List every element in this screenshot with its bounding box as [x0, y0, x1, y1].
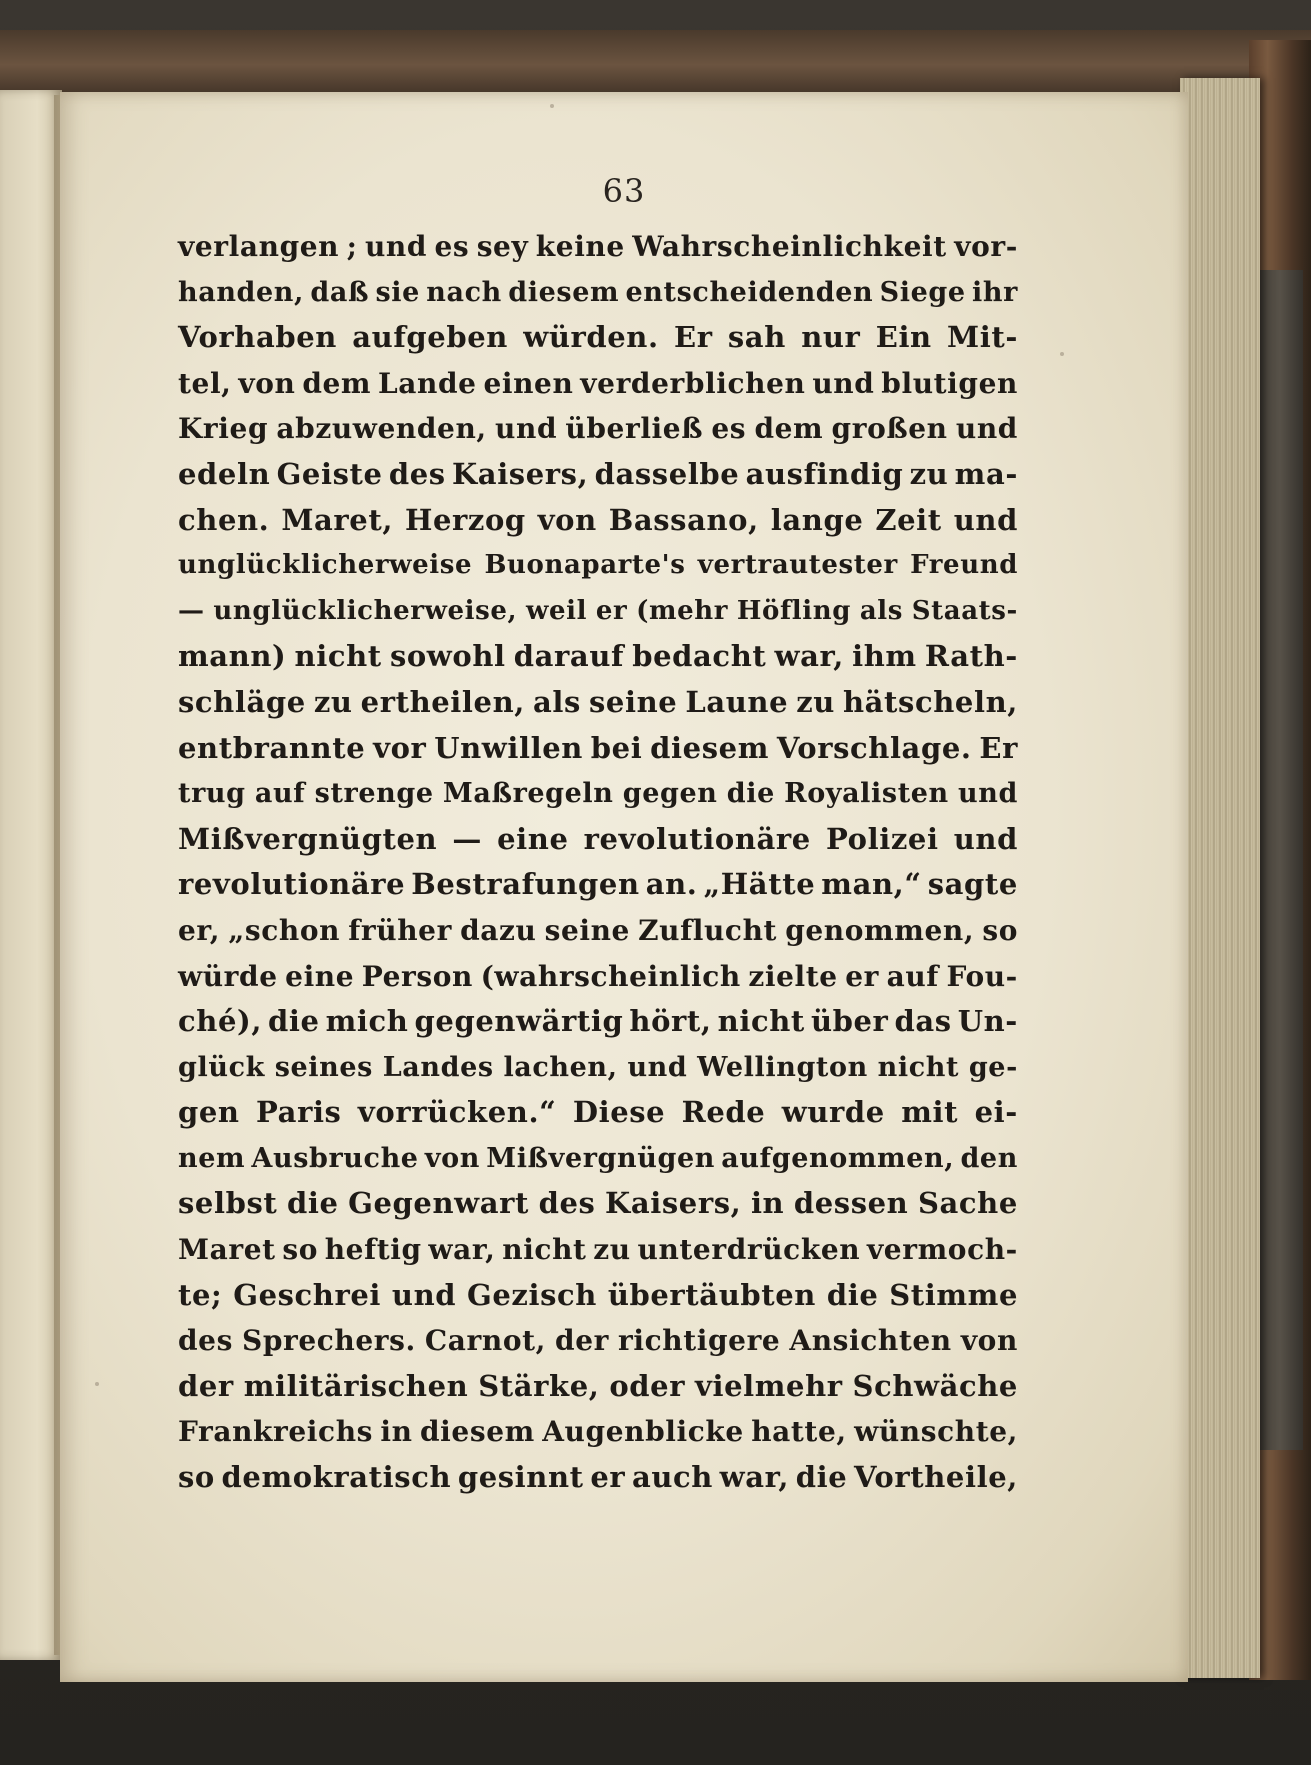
word: und: [627, 1051, 688, 1083]
word: zu: [909, 456, 949, 491]
word: die: [726, 778, 775, 810]
word: von: [960, 1324, 1018, 1358]
word: er: [845, 959, 880, 993]
text-line: [178, 1318, 1018, 1364]
word: —: [452, 821, 482, 856]
word: war,: [428, 1233, 496, 1267]
word: ma-: [954, 456, 1018, 491]
word: entscheidenden: [625, 276, 874, 308]
word: nur: [801, 320, 861, 355]
word: und: [495, 412, 558, 446]
word: vermoch-: [866, 1233, 1018, 1267]
word: des: [388, 456, 446, 491]
word: der: [555, 1324, 609, 1358]
text-line: [178, 862, 1018, 908]
word: zielte: [748, 959, 838, 993]
word: von: [537, 502, 597, 537]
word: daß: [310, 276, 370, 308]
word: Zuflucht: [638, 913, 778, 947]
word: Frankreichs: [178, 1415, 374, 1449]
word: Ausbruche: [251, 1142, 419, 1174]
word: Un-: [957, 1004, 1018, 1039]
word: Geschrei: [233, 1277, 382, 1312]
word: darauf: [513, 639, 625, 674]
word: Fou-: [946, 959, 1018, 993]
paper-speck: [1060, 352, 1064, 356]
word: nach: [426, 276, 502, 308]
word: früher: [348, 913, 452, 947]
word: einen: [483, 366, 574, 400]
word: Herzog: [404, 502, 526, 537]
word: Buonaparte's: [484, 550, 686, 581]
word: „schon: [228, 913, 341, 947]
text-line: [178, 498, 1018, 544]
word: Sache: [917, 1186, 1018, 1221]
word: von: [238, 366, 296, 400]
word: Geiste: [276, 456, 383, 491]
word: blutigen: [881, 366, 1018, 400]
word: gegen: [622, 778, 718, 810]
word: Bassano,: [608, 502, 759, 537]
word: abzuwenden,: [276, 412, 487, 446]
word: weil: [525, 595, 588, 626]
word: keine: [535, 230, 625, 263]
word: edeln: [178, 456, 271, 491]
text-line: [178, 634, 1018, 680]
text-line: [178, 361, 1018, 407]
text-line: [178, 315, 1018, 361]
word: Landes: [382, 1051, 494, 1083]
word: unterdrücken: [637, 1233, 861, 1267]
word: die: [826, 1277, 879, 1312]
word: des: [178, 1324, 233, 1358]
word: so: [282, 1233, 318, 1267]
word: Staats-: [911, 595, 1018, 626]
paper-speck: [550, 104, 554, 108]
word: Laune: [685, 684, 789, 719]
word: Bestrafungen: [411, 867, 640, 902]
word: man,“: [821, 867, 922, 902]
word: Er: [979, 730, 1018, 765]
word: revolutionäre: [178, 867, 406, 902]
word: zu: [593, 1233, 631, 1267]
word: diesem: [420, 1415, 535, 1449]
word: sey: [476, 230, 529, 263]
word: Er: [673, 320, 713, 355]
book-cover-top: [0, 30, 1311, 100]
word: vor: [373, 730, 427, 765]
word: es: [711, 412, 747, 446]
word: zu: [796, 684, 835, 719]
word: Krieg: [178, 412, 269, 446]
word: über: [810, 1004, 889, 1039]
word: oder: [609, 1368, 686, 1403]
word: war,: [719, 1460, 790, 1495]
word: und: [391, 1277, 457, 1312]
word: bedacht: [632, 639, 767, 674]
word: dem: [302, 366, 372, 400]
page-text-block: [178, 224, 1018, 1501]
text-line: [178, 270, 1018, 316]
word: Gezisch: [466, 1277, 597, 1312]
text-line: [178, 224, 1018, 270]
word: tel,: [178, 366, 232, 400]
word: Stärke,: [478, 1368, 600, 1403]
word: auch: [631, 1460, 713, 1495]
page-number: 63: [602, 172, 646, 210]
word: dessen: [793, 1186, 909, 1221]
word: ge-: [968, 1051, 1018, 1083]
word: gegenwärtig: [414, 1004, 624, 1039]
word: verlangen: [178, 230, 340, 263]
word: „Hätte: [703, 867, 816, 902]
word: Gegenwart: [348, 1186, 529, 1221]
word: Maret: [178, 1233, 276, 1267]
word: und: [958, 778, 1018, 810]
text-line: [178, 452, 1018, 498]
text-line: [178, 1273, 1018, 1319]
word: Schwäche: [852, 1368, 1018, 1403]
word: Kaisers,: [452, 456, 589, 491]
word: auf: [254, 778, 306, 810]
word: unglücklicherweise,: [213, 595, 518, 626]
word: Wahrscheinlichkeit: [632, 230, 947, 263]
word: aufgeben: [352, 320, 508, 355]
word: so: [178, 1460, 215, 1495]
word: Vorhaben: [178, 320, 337, 355]
word: Sprechers.: [242, 1324, 416, 1358]
word: ausfindig: [745, 456, 904, 491]
book-page: [60, 92, 1188, 1682]
word: hätscheln,: [842, 684, 1018, 719]
word: ché),: [178, 1004, 263, 1039]
word: Polizei: [826, 821, 939, 856]
word: Siege: [879, 276, 966, 308]
text-line: [178, 1181, 1018, 1227]
word: schläge: [178, 684, 306, 719]
word: würde: [178, 959, 278, 993]
word: übertäubten: [607, 1277, 816, 1312]
word: er: [595, 595, 628, 626]
word: Royalisten: [784, 778, 949, 810]
word: heftig: [324, 1233, 422, 1267]
word: wurde: [781, 1095, 885, 1130]
word: Stimme: [889, 1277, 1018, 1312]
word: Rede: [681, 1095, 766, 1130]
text-line: [178, 1136, 1018, 1182]
word: nicht: [877, 1051, 960, 1083]
word: unglücklicherweise: [178, 550, 473, 581]
word: ihr: [972, 276, 1018, 308]
word: wünschte,: [854, 1415, 1018, 1449]
text-line: [178, 1455, 1018, 1501]
word: genommen,: [785, 913, 975, 947]
text-line: [178, 1364, 1018, 1410]
word: Zeit: [875, 502, 942, 537]
word: Augenblicke: [542, 1415, 744, 1449]
word: seines: [274, 1051, 373, 1083]
word: te;: [178, 1277, 223, 1312]
word: an.: [645, 867, 698, 902]
word: auf: [886, 959, 939, 993]
text-line: [178, 1227, 1018, 1273]
word: gen: [178, 1095, 240, 1130]
text-line: [178, 1409, 1018, 1455]
word: vor-: [954, 230, 1018, 263]
word: es: [434, 230, 470, 263]
word: sie: [375, 276, 420, 308]
text-line: [178, 589, 1018, 635]
word: zu: [313, 684, 353, 719]
word: die: [268, 1004, 320, 1039]
word: selbst: [178, 1186, 278, 1221]
word: Unwillen: [434, 730, 583, 765]
word: Lande: [378, 366, 477, 400]
word: ;: [346, 230, 358, 263]
word: das: [894, 1004, 952, 1039]
word: dazu: [460, 913, 537, 947]
text-line: [178, 406, 1018, 452]
word: würden.: [523, 320, 659, 355]
word: überließ: [565, 412, 704, 446]
word: vertrautester: [697, 550, 898, 581]
word: handen,: [178, 276, 305, 308]
word: dasselbe: [594, 456, 740, 491]
word: (wahrscheinlich: [480, 959, 741, 993]
word: und: [812, 366, 875, 400]
word: (mehr: [636, 595, 729, 626]
text-line: [178, 543, 1018, 589]
word: Maret,: [281, 502, 394, 537]
text-line: [178, 1090, 1018, 1136]
word: Ein: [875, 320, 932, 355]
word: in: [750, 1186, 785, 1221]
word: chen.: [178, 502, 270, 537]
word: Kaisers,: [605, 1186, 742, 1221]
word: ei-: [974, 1095, 1018, 1130]
text-line: [178, 771, 1018, 817]
word: mit: [901, 1095, 959, 1130]
word: eine: [285, 959, 355, 993]
text-line: [178, 1045, 1018, 1091]
word: ertheilen,: [360, 684, 525, 719]
word: und: [953, 502, 1018, 537]
word: Mißvergnügten: [178, 821, 438, 856]
word: bei: [590, 730, 643, 765]
word: nicht: [717, 1004, 805, 1039]
word: so: [982, 913, 1018, 947]
word: eine: [497, 821, 569, 856]
word: richtigere: [618, 1324, 781, 1358]
page-stack-edges: [1180, 78, 1260, 1678]
word: sah: [727, 320, 786, 355]
word: demokratisch: [221, 1460, 452, 1495]
word: dem: [754, 412, 824, 446]
word: des: [538, 1186, 596, 1221]
word: nicht: [502, 1233, 587, 1267]
word: hatte,: [751, 1415, 847, 1449]
word: mich: [325, 1004, 409, 1039]
word: diesem: [650, 730, 769, 765]
text-line: [178, 726, 1018, 772]
word: Diese: [572, 1095, 666, 1130]
word: die: [795, 1460, 848, 1495]
word: entbrannte: [178, 730, 366, 765]
word: nicht: [294, 639, 382, 674]
word: hört,: [629, 1004, 712, 1039]
word: lange: [770, 502, 864, 537]
word: Mit-: [947, 320, 1018, 355]
text-line: [178, 680, 1018, 726]
word: großen: [831, 412, 948, 446]
word: trug: [178, 778, 246, 810]
text-line: [178, 908, 1018, 954]
word: Paris: [256, 1095, 342, 1130]
word: mann): [178, 639, 287, 674]
word: den: [960, 1142, 1018, 1174]
word: er: [590, 1460, 626, 1495]
word: gesinnt: [457, 1460, 584, 1495]
word: in: [380, 1415, 413, 1449]
word: Freund: [910, 550, 1018, 581]
word: Vortheile,: [853, 1460, 1018, 1495]
word: Rath-: [924, 639, 1018, 674]
word: glück: [178, 1051, 265, 1083]
word: er,: [178, 913, 221, 947]
word: lachen,: [503, 1051, 618, 1083]
word: diesem: [508, 276, 620, 308]
word: seine: [544, 913, 630, 947]
word: Vorschlage.: [776, 730, 972, 765]
word: vorrücken.“: [357, 1095, 557, 1130]
word: sowohl: [389, 639, 506, 674]
word: nem: [178, 1142, 246, 1174]
word: und: [953, 821, 1018, 856]
word: aufgenommen,: [721, 1142, 955, 1174]
word: die: [287, 1186, 339, 1221]
word: Wellington: [697, 1051, 868, 1083]
word: Carnot,: [424, 1324, 546, 1358]
word: sagte: [927, 867, 1018, 902]
word: als: [533, 684, 581, 719]
text-line: [178, 817, 1018, 863]
word: seine: [588, 684, 678, 719]
word: verderblichen: [580, 366, 806, 400]
word: Maßregeln: [442, 778, 614, 810]
word: militärischen: [243, 1368, 469, 1403]
word: revolutionäre: [583, 821, 811, 856]
word: strenge: [314, 778, 434, 810]
word: Person: [361, 959, 474, 993]
word: und: [364, 230, 428, 263]
text-line: [178, 954, 1018, 1000]
word: Ansichten: [789, 1324, 952, 1358]
word: als: [859, 595, 903, 626]
word: Höfling: [736, 595, 852, 626]
previous-page-edge: [0, 90, 62, 1660]
word: ihm: [852, 639, 917, 674]
word: Mißvergnügen: [486, 1142, 715, 1174]
word: von: [424, 1142, 480, 1174]
text-line: [178, 999, 1018, 1045]
word: vielmehr: [695, 1368, 843, 1403]
paper-speck: [95, 1382, 99, 1386]
word: und: [955, 412, 1018, 446]
word: war,: [774, 639, 844, 674]
word: der: [178, 1368, 234, 1403]
word: —: [178, 595, 205, 626]
